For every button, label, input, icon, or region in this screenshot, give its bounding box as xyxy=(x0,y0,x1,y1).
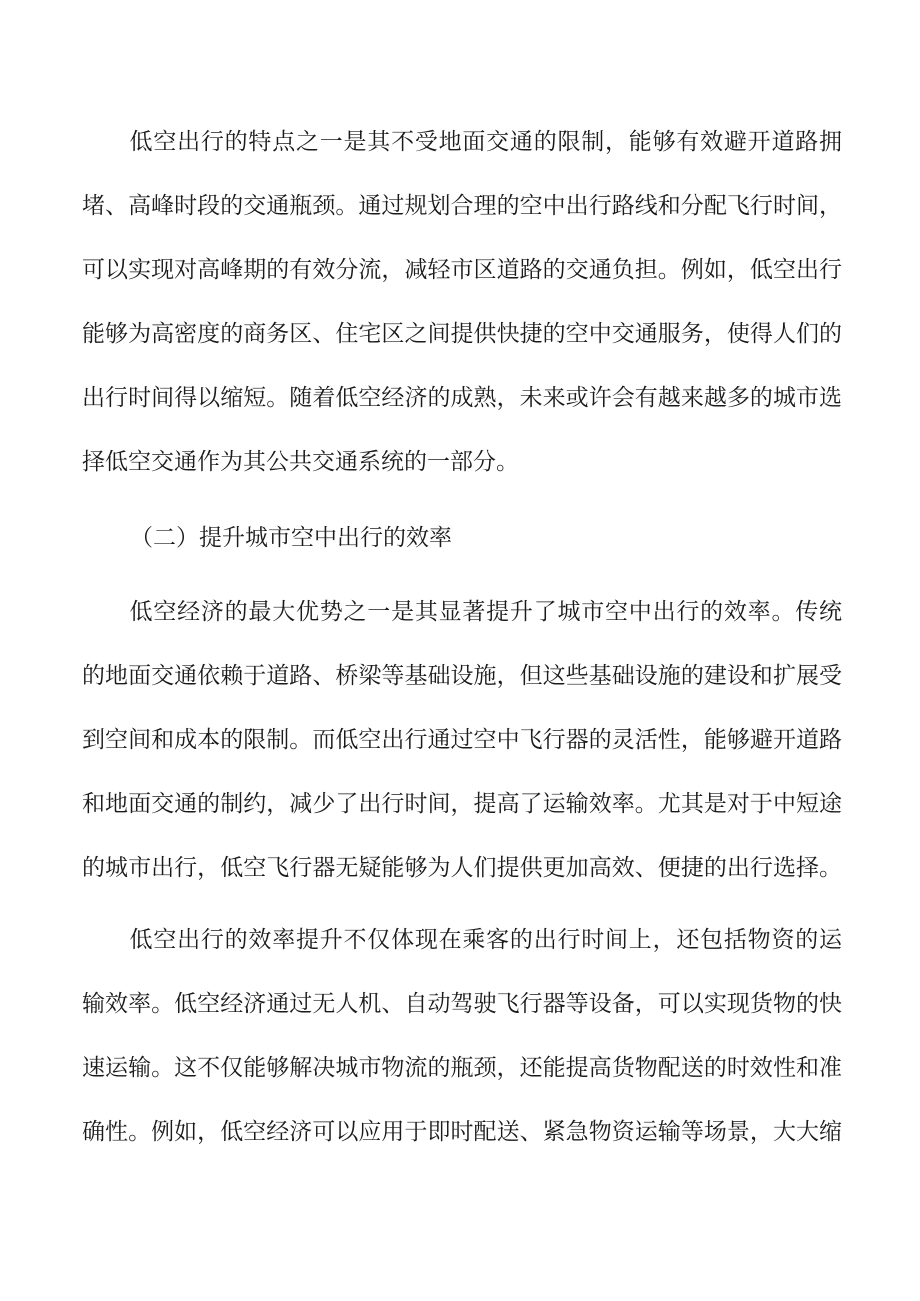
paragraph-3-line-1: 低空出行的效率提升不仅体现在乘客的出行时间上，还包括物资的运 xyxy=(82,927,842,953)
paragraph-2-line-5: 的城市出行，低空飞行器无疑能够为人们提供更加高效、便捷的出行选择。 xyxy=(82,855,842,881)
paragraph-3-line-4: 确性。例如，低空经济可以应用于即时配送、紧急物资运输等场景，大大缩 xyxy=(82,1119,842,1145)
paragraph-1-line-5: 出行时间得以缩短。随着低空经济的成熟，未来或许会有越来越多的城市选 xyxy=(82,385,842,411)
paragraph-1-line-6: 择低空交通作为其公共交通系统的一部分。 xyxy=(82,449,519,475)
paragraph-2-line-1: 低空经济的最大优势之一是其显著提升了城市空中出行的效率。传统 xyxy=(82,599,842,625)
paragraph-2-line-4: 和地面交通的制约，减少了出行时间，提高了运输效率。尤其是对于中短途 xyxy=(82,791,842,817)
paragraph-3-line-2: 输效率。低空经济通过无人机、自动驾驶飞行器等设备，可以实现货物的快 xyxy=(82,991,842,1017)
paragraph-1-line-4: 能够为高密度的商务区、住宅区之间提供快捷的空中交通服务，使得人们的 xyxy=(82,321,842,347)
paragraph-1-line-1: 低空出行的特点之一是其不受地面交通的限制，能够有效避开道路拥 xyxy=(82,129,842,155)
section-heading: （二）提升城市空中出行的效率 xyxy=(130,525,452,551)
paragraph-3-line-3: 速运输。这不仅能够解决城市物流的瓶颈，还能提高货物配送的时效性和准 xyxy=(82,1055,842,1081)
paragraph-1-line-3: 可以实现对高峰期的有效分流，减轻市区道路的交通负担。例如，低空出行 xyxy=(82,257,842,283)
paragraph-2-line-2: 的地面交通依赖于道路、桥梁等基础设施，但这些基础设施的建设和扩展受 xyxy=(82,663,842,689)
paragraph-2-line-3: 到空间和成本的限制。而低空出行通过空中飞行器的灵活性，能够避开道路 xyxy=(82,727,842,753)
paragraph-1-line-2: 堵、高峰时段的交通瓶颈。通过规划合理的空中出行路线和分配飞行时间， xyxy=(82,193,842,219)
